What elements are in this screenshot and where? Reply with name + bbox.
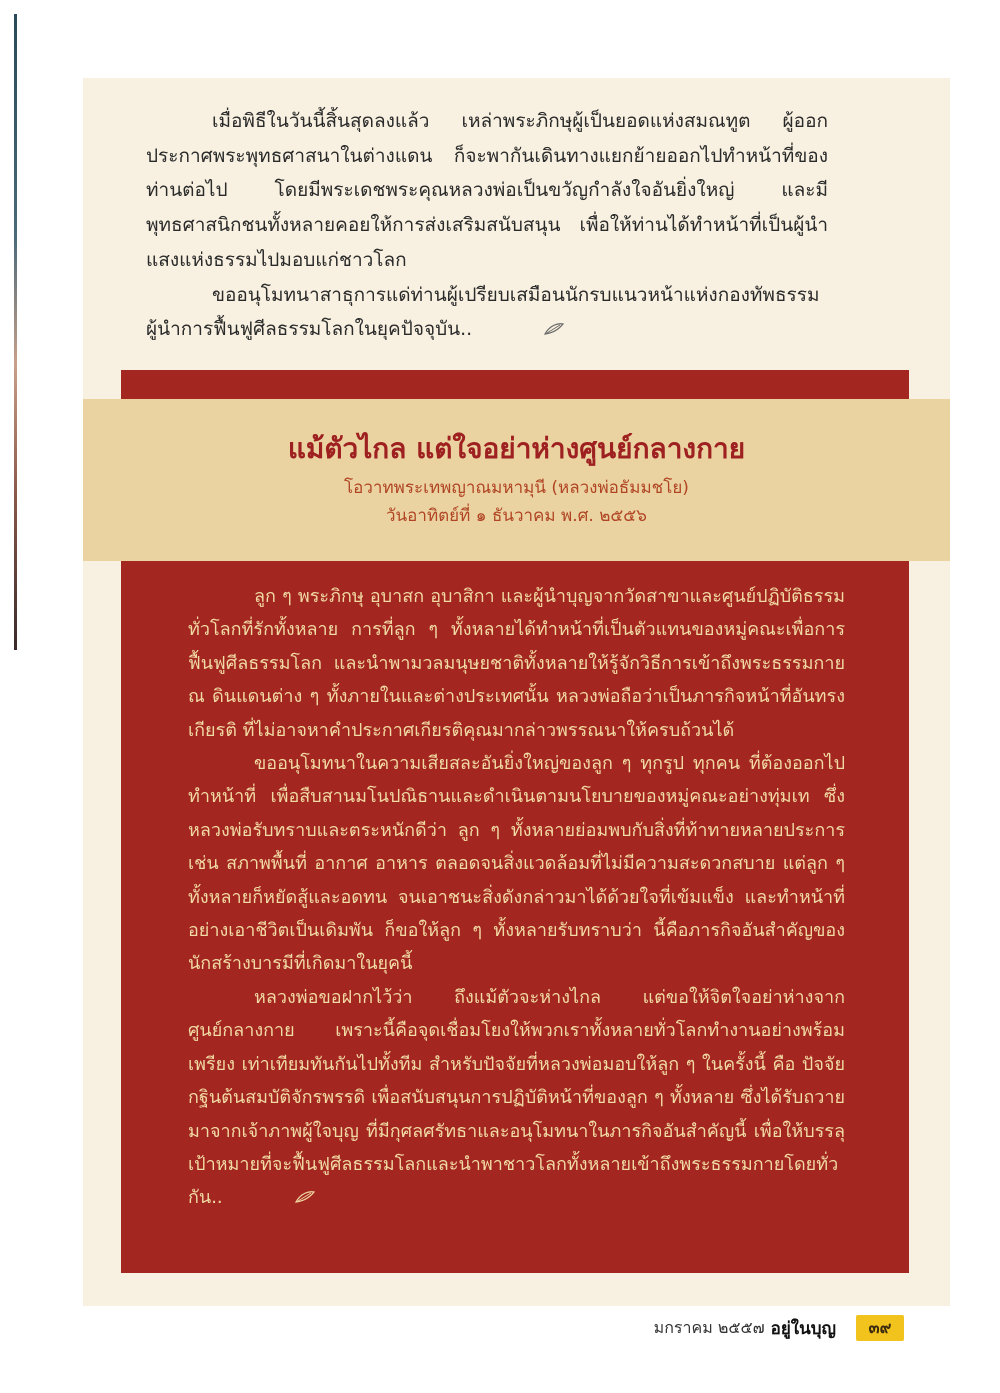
intro-text — [146, 104, 828, 348]
intro-paragraph-1: เมื่อพิธีในวันนี้สิ้นสุดลงแล้ว เหล่าพระภิกษุผู้เป็นยอดแห่งสมณทูต ผู้ออกประกาศพระพุทธศาสนาในต่างแดน ก็จะพากันเดินทางแยกย้ายออกไปทำหน้าที่ของท่านต่อไป โดยมีพระเดชพระคุณหลวงพ่อเป็นขวัญกำลังใจอันยิ่งใหญ่ และมีพุทธศาสนิกชนทั้งหลายคอยให้การส่งเสริมสนับสนุน เพื่อให้ท่านได้ทำหน้าที่เป็นผู้นำแสงแห่งธรรมไปมอบแก่ชาวโลก — [146, 110, 828, 271]
footer-date: มกราคม ๒๕๕๗ — [653, 1317, 765, 1337]
article-subtitle: โอวาทพระเทพญาณมหามุนี (หลวงพ่อธัมมชโย) — [344, 478, 689, 498]
page-footer — [654, 1313, 904, 1343]
article-body — [188, 580, 845, 1216]
magazine-name: อยู่ในบุญ — [770, 1318, 836, 1339]
page-edge-decoration — [14, 14, 17, 650]
page-number: ๓๙ — [856, 1315, 904, 1341]
leaf-icon — [229, 1182, 315, 1215]
intro-paragraph-2: ขออนุโมทนาสาธุการแด่ท่านผู้เปรียบเสมือนนักรบแนวหน้าแห่งกองทัพธรรม ผู้นำการฟื้นฟูศีลธรรมโลกในยุคปัจจุบัน.. — [146, 278, 828, 348]
article-paragraph-2: ขออนุโมทนาในความเสียสละอันยิ่งใหญ่ของลูก ๆ ทุกรูป ทุกคน ที่ต้องออกไปทำหน้าที่ เพื่อสืบสานมโนปณิธานและดำเนินตามนโยบายของหมู่คณะอย่างทุ่มเท ซึ่งหลวงพ่อรับทราบและตระหนักดีว่า ลูก ๆ ทั้งหลายย่อมพบกับสิ่งที่ท้าทายหลายประการ เช่น สภาพพื้นที่ อากาศ อาหาร ตลอดจนสิ่งแวดล้อมที่ไม่มีความสะดวกสบาย แต่ลูก ๆ ทั้งหลายก็หยัดสู้และอดทน จนเอาชนะสิ่งดังกล่าวมาได้ด้วยใจที่เข้มแข็ง และทำหน้าที่อย่างเอาชีวิตเป็นเดิมพัน ก็ขอให้ลูก ๆ ทั้งหลายรับทราบว่า นี้คือภารกิจอันสำคัญของนักสร้างบารมีที่เกิดมาในยุคนี้ — [188, 753, 845, 975]
leaf-icon — [478, 313, 564, 348]
article-header — [83, 399, 950, 561]
article-title: แม้ตัวไกล แต่ใจอย่าห่างศูนย์กลางกาย — [287, 432, 746, 465]
article-paragraph-3: หลวงพ่อขอฝากไว้ว่า ถึงแม้ตัวจะห่างไกล แต่ขอให้จิตใจอย่าห่างจากศูนย์กลางกาย เพราะนี้คือจุดเชื่อมโยงให้พวกเราทั้งหลายทั่วโลกทำงานอย่างพร้อมเพรียง เท่าเทียมทันกันไปทั้งทีม สำหรับปัจจัยที่หลวงพ่อมอบให้ลูก ๆ ในครั้งนี้ คือ ปัจจัยกฐินต้นสมบัติจักรพรรดิ เพื่อสนับสนุนการปฏิบัติหน้าที่ของลูก ๆ ทั้งหลาย ซึ่งได้รับถวายมาจากเจ้าภาพผู้ใจบุญ ที่มีกุศลศรัทธาและอนุโมทนาในภารกิจอันสำคัญนี้ เพื่อให้บรรลุเป้าหมายที่จะฟื้นฟูศีลธรรมโลกและนำพาชาวโลกทั้งหลายเข้าถึงพระธรรมกายโดยทั่วกัน.. — [188, 981, 845, 1216]
article-paragraph-1: ลูก ๆ พระภิกษุ อุบาสก อุบาสิกา และผู้นำบุญจากวัดสาขาและศูนย์ปฏิบัติธรรมทั่วโลกที่รักทั้งหลาย การที่ลูก ๆ ทั้งหลายได้ทำหน้าที่เป็นตัวแทนของหมู่คณะเพื่อการฟื้นฟูศีลธรรมโลก และนำพามวลมนุษยชาติทั้งหลายให้รู้จักวิธีการเข้าถึงพระธรรมกาย ณ ดินแดนต่าง ๆ ทั้งภายในและต่างประเทศนั้น หลวงพ่อถือว่าเป็นภารกิจหน้าที่อันทรงเกียรติ ที่ไม่อาจหาคำประกาศเกียรติคุณมากล่าวพรรณนาให้ครบถ้วนได้ — [188, 586, 845, 741]
article-date: วันอาทิตย์ที่ ๑ ธันวาคม พ.ศ. ๒๕๕๖ — [386, 506, 647, 526]
